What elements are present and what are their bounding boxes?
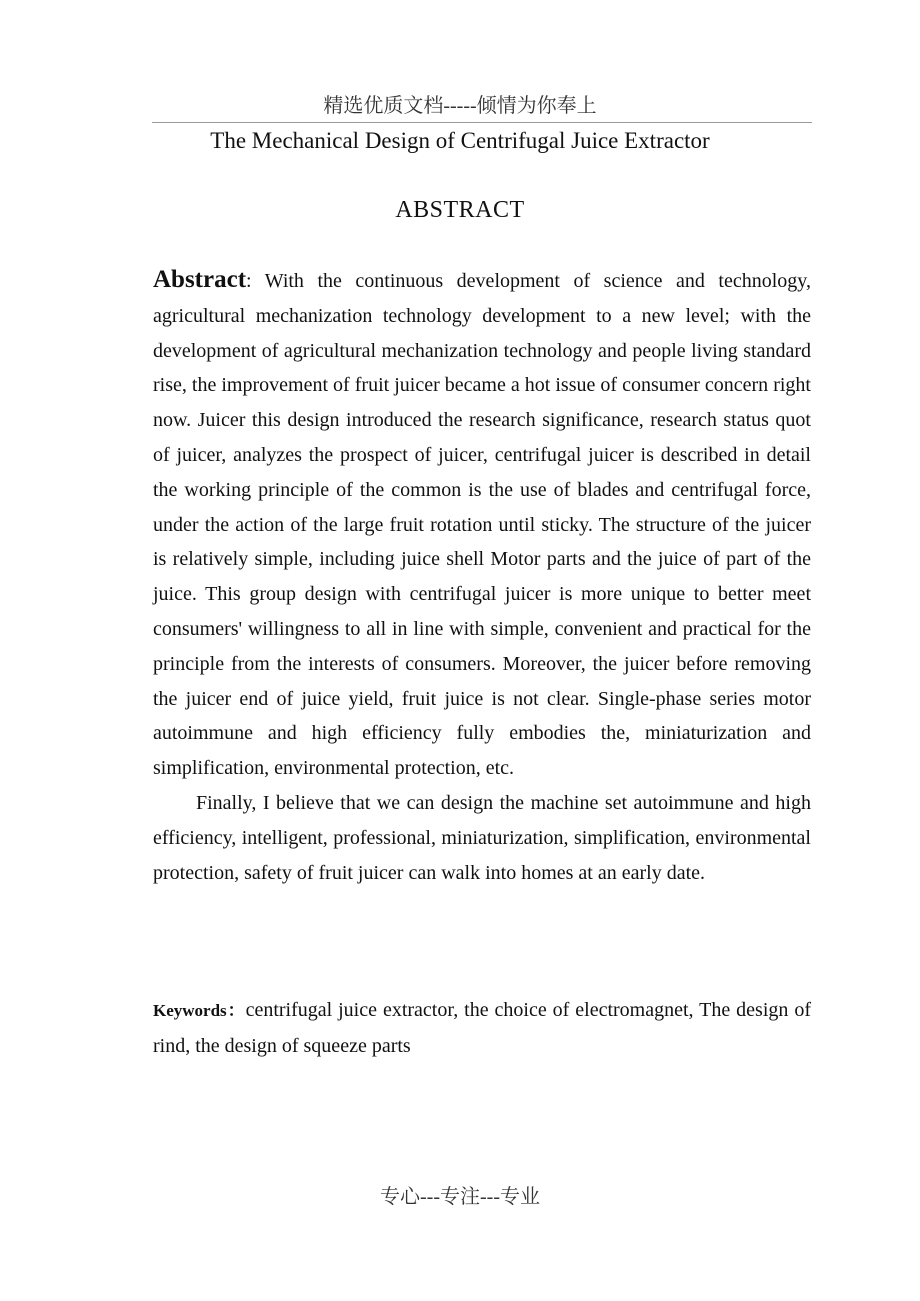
abstract-colon: : bbox=[246, 270, 252, 292]
abstract-body bbox=[153, 263, 811, 890]
section-heading: ABSTRACT bbox=[395, 197, 525, 223]
abstract-paragraph-2: Finally, I believe that we can design the machine set autoimmune and high efficiency, intelligent, professional, miniaturization, simplification, environmental protection, safety of fruit juicer can walk into homes at an early date. bbox=[153, 791, 811, 884]
abstract-text-1: With the continuous development of science and technology, agricultural mechanization technology development to a new level; with the development of agricultural mechanization technology and people living standard rise, the improvement of fruit juicer became a hot issue of consumer concern right now. Juicer this design introduced the research significance, research status quot of juicer, analyzes the prospect of juicer, centrifugal juicer is described in detail the working principle of the common is the use of blades and centrifugal force, under the action of the large fruit rotation until sticky. The structure of the juicer is relatively simple, including juice shell Motor parts and the juice of part of the juice. This group design with centrifugal juicer is more unique to better meet consumers' willingness to all in line with simple, convenient and practical for the principle from the interests of consumers. Moreover, the juicer before removing the juicer end of juice yield, fruit juice is not clear. Single-phase series motor autoimmune and high efficiency fully embodies the, miniaturization and simplification, environmental protection, etc. bbox=[153, 270, 811, 780]
keywords-text: centrifugal juice extractor, the choice of electromagnet, The design of rind, the design of squeeze parts bbox=[153, 999, 811, 1057]
abstract-paragraph-1 bbox=[153, 263, 811, 786]
page-footer: 专心---专注---专业 bbox=[380, 1186, 540, 1208]
keywords-label: Keywords： bbox=[153, 1001, 246, 1020]
abstract-label: Abstract bbox=[153, 266, 247, 293]
keywords-block bbox=[153, 993, 811, 1064]
document-title: The Mechanical Design of Centrifugal Juice Extractor bbox=[210, 128, 710, 153]
header-divider bbox=[152, 122, 812, 123]
page-header: 精选优质文档-----倾情为你奉上 bbox=[323, 95, 597, 117]
